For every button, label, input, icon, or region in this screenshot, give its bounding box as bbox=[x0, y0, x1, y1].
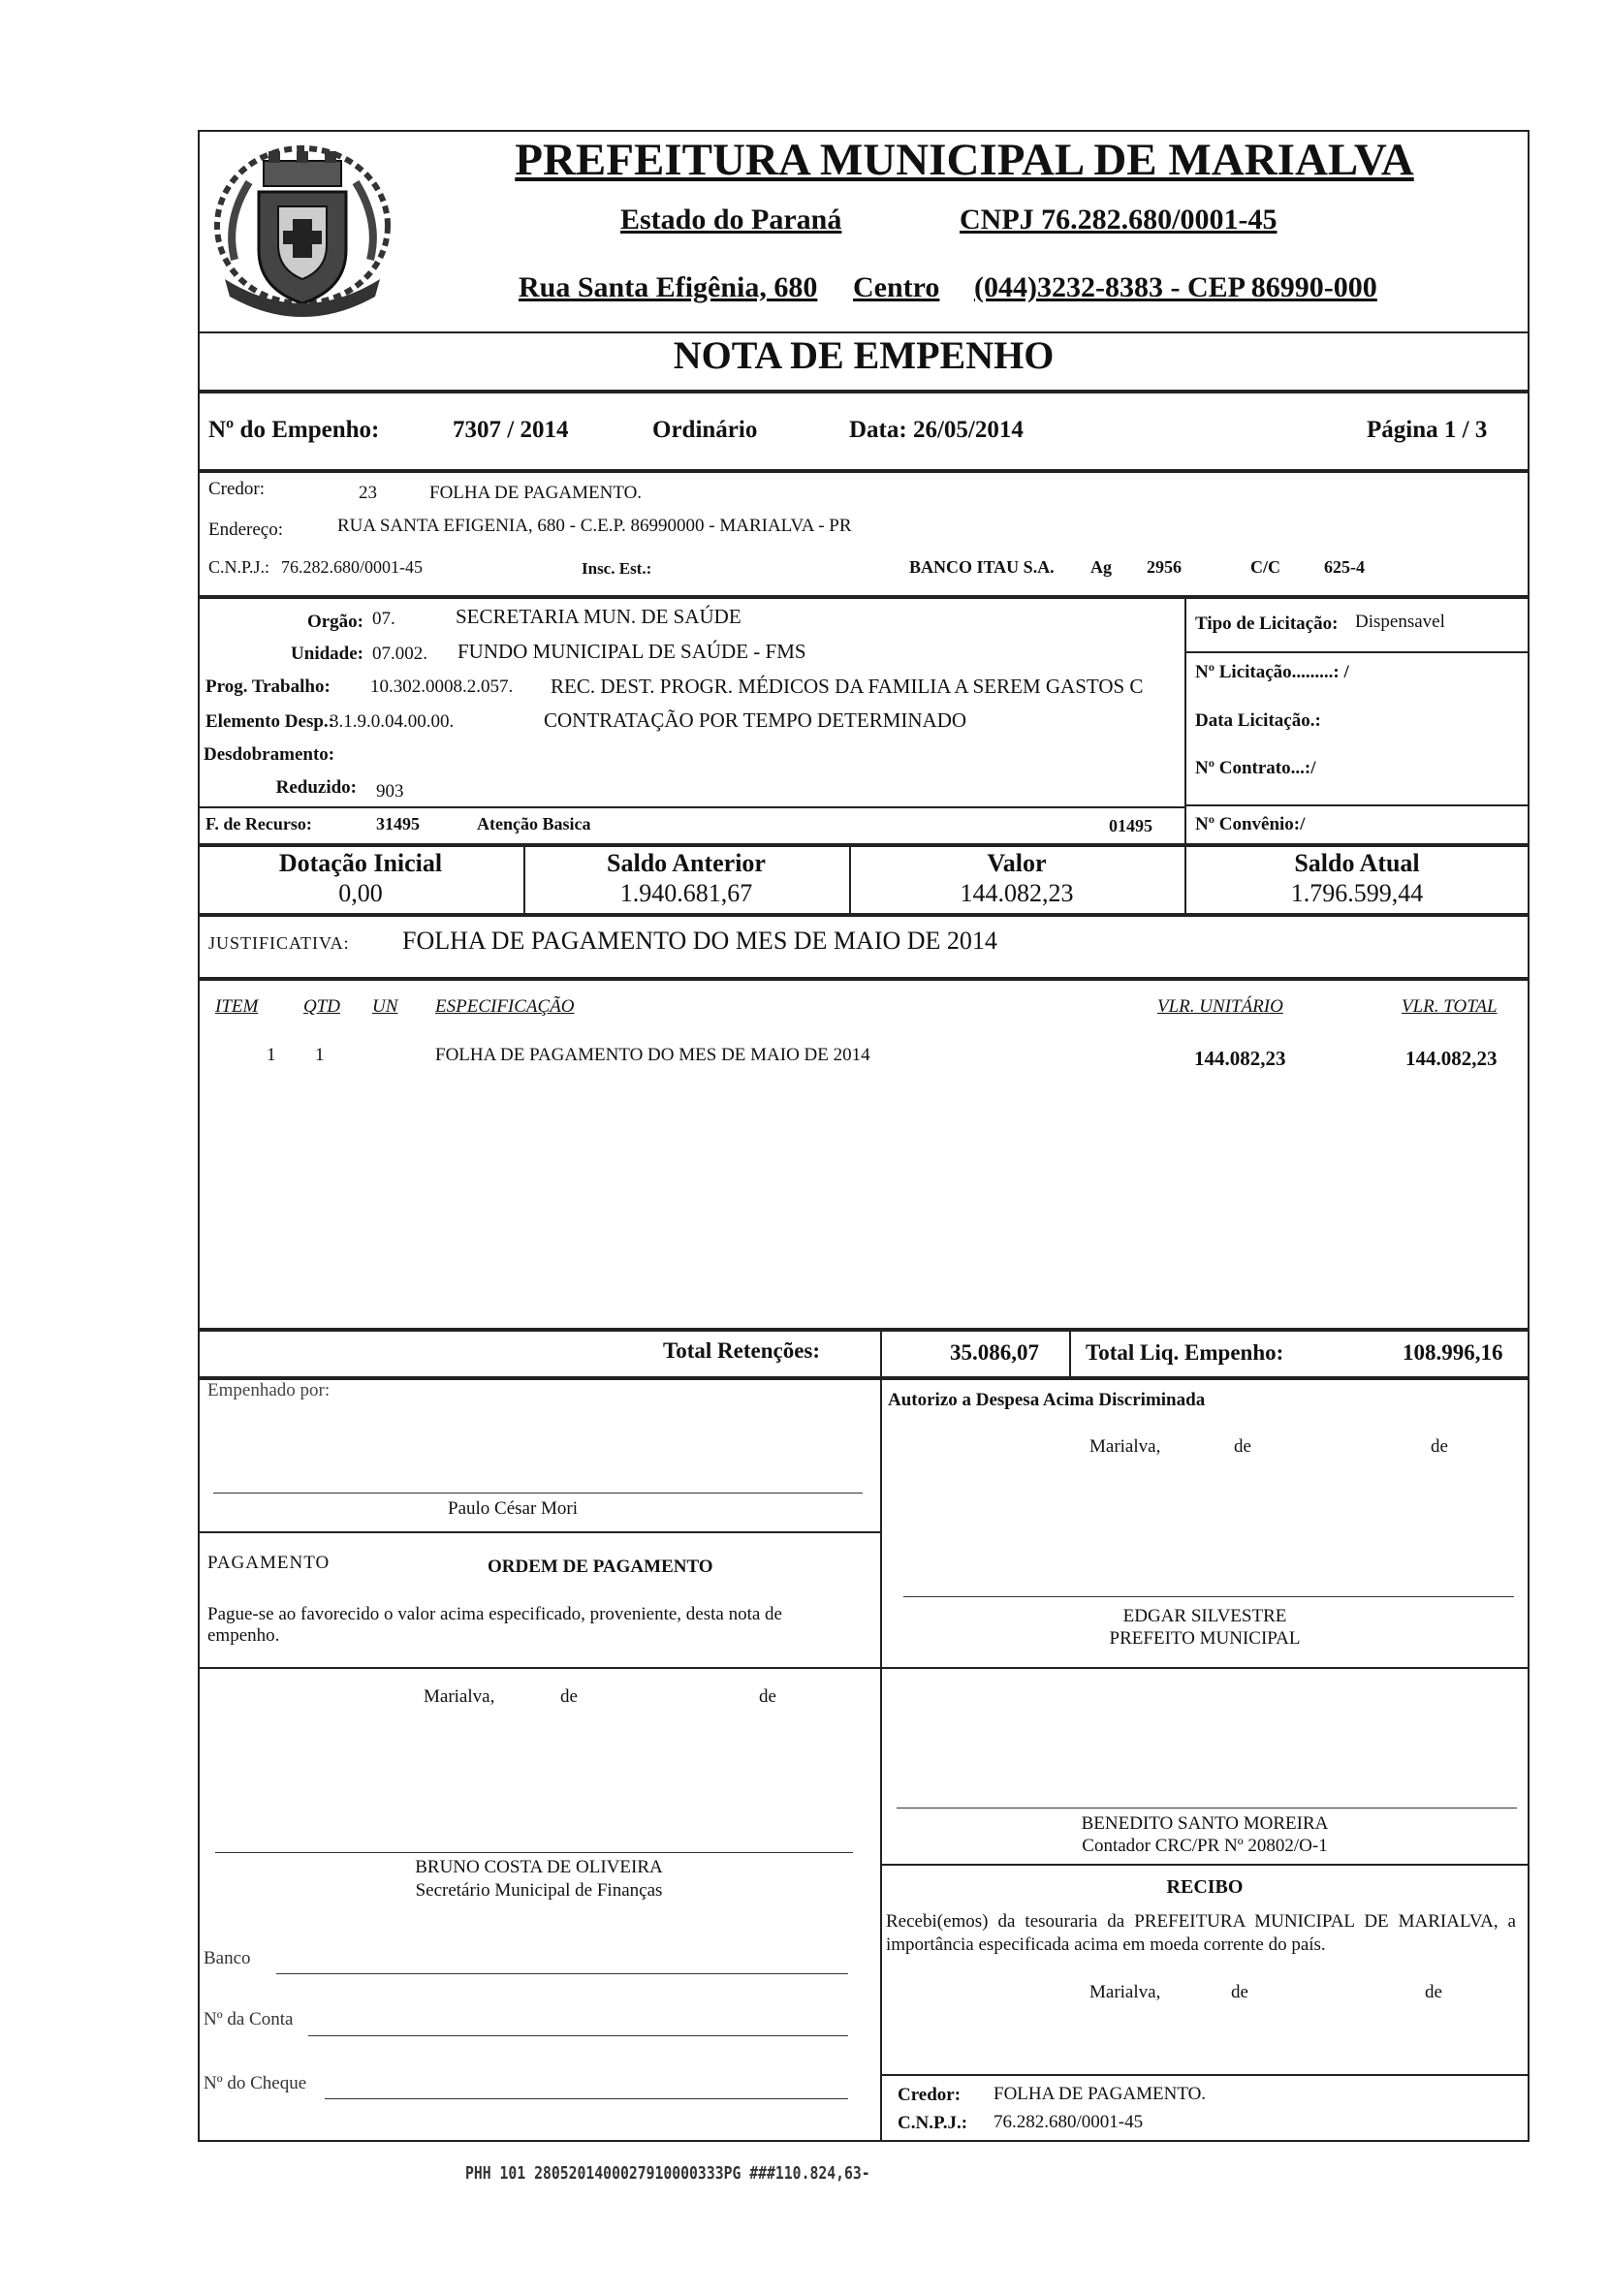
ordem-label: ORDEM DE PAGAMENTO bbox=[488, 1557, 713, 1577]
num-licitacao-label: Nº Licitação.........: / bbox=[1195, 662, 1349, 682]
item-total-value: 144.082,23 bbox=[1405, 1047, 1498, 1070]
col-un-header: UN bbox=[372, 996, 398, 1017]
bottom-center-divider bbox=[880, 1378, 882, 2142]
item-espec: FOLHA DE PAGAMENTO DO MES DE MAIO DE 2014 bbox=[435, 1045, 870, 1065]
banco-line bbox=[276, 1973, 848, 1974]
recibo-bottom-line bbox=[880, 2074, 1530, 2076]
recurso-label: F. de Recurso: bbox=[205, 814, 312, 833]
credor-code: 23 bbox=[359, 483, 377, 503]
prefeito-name: EDGAR SILVESTRE bbox=[1122, 1606, 1287, 1626]
secretario-role: Secretário Municipal de Finanças bbox=[415, 1880, 663, 1901]
empenho-number: 7307 / 2014 bbox=[453, 417, 569, 443]
cheque-line bbox=[325, 2098, 848, 2099]
licitacao-divider bbox=[1184, 597, 1186, 845]
page-number: Página 1 / 3 bbox=[1367, 417, 1488, 443]
contrato-label: Nº Contrato...:/ bbox=[1195, 758, 1316, 778]
retencoes-label: Total Retenções: bbox=[663, 1338, 821, 1363]
recibo-de1: de bbox=[1231, 1982, 1248, 2002]
conta-label: Nº da Conta bbox=[204, 2009, 294, 2029]
account-value: 625-4 bbox=[1324, 557, 1365, 577]
saldo-atual-label: Saldo Atual bbox=[1294, 849, 1420, 877]
liq-empenho-value: 108.996,16 bbox=[1403, 1340, 1503, 1365]
empenho-date: Data: 26/05/2014 bbox=[849, 417, 1024, 443]
col-unit-header: VLR. UNITÁRIO bbox=[1157, 996, 1283, 1017]
item-unit-value: 144.082,23 bbox=[1194, 1047, 1286, 1070]
prog-code: 10.302.0008.2.057. bbox=[370, 676, 514, 697]
licitacao-line bbox=[1184, 651, 1530, 653]
insc-label: Insc. Est.: bbox=[582, 559, 652, 578]
header-title: PREFEITURA MUNICIPAL DE MARIALVA bbox=[515, 135, 1414, 185]
retencoes-value: 35.086,07 bbox=[950, 1340, 1039, 1365]
ordem-bottom-line bbox=[198, 1667, 880, 1669]
empenho-type: Ordinário bbox=[652, 417, 758, 443]
pagamento-text: Pague-se ao favorecido o valor acima especificado, proveniente, desta nota de empenho. bbox=[207, 1604, 782, 1646]
convenio-line bbox=[1184, 804, 1530, 806]
col-total-header: VLR. TOTAL bbox=[1402, 996, 1498, 1017]
justificativa-label: JUSTIFICATIVA: bbox=[208, 933, 350, 953]
recurso-divider bbox=[198, 806, 1184, 808]
banco-label: Banco bbox=[204, 1948, 251, 1968]
account-label: C/C bbox=[1250, 557, 1280, 577]
cheque-label: Nº do Cheque bbox=[204, 2073, 307, 2093]
reduzido-value: 903 bbox=[376, 781, 404, 802]
totals-divider-1 bbox=[880, 1330, 882, 1378]
recibo-de2: de bbox=[1425, 1982, 1442, 2002]
secretario-signature-line bbox=[215, 1852, 853, 1853]
prog-label: Prog. Trabalho: bbox=[205, 676, 331, 697]
endereco-value: RUA SANTA EFIGENIA, 680 - C.E.P. 86990000 - MARIALVA - PR bbox=[337, 516, 852, 536]
agency-label: Ag bbox=[1090, 557, 1112, 577]
totals-divider-2 bbox=[1069, 1330, 1071, 1378]
header-cnpj: CNPJ 76.282.680/0001-45 bbox=[960, 204, 1278, 236]
recibo-place: Marialva, bbox=[1089, 1982, 1161, 2002]
items-box bbox=[198, 979, 1530, 1330]
header-district: Centro bbox=[853, 271, 940, 303]
bank-name: BANCO ITAU S.A. bbox=[909, 557, 1055, 577]
credor-name: FOLHA DE PAGAMENTO. bbox=[429, 483, 643, 503]
orgao-label: Orgão: bbox=[306, 612, 363, 632]
cnpj-label: C.N.P.J.: bbox=[208, 557, 270, 577]
recibo-text: Recebi(emos) da tesouraria da PREFEITURA MUNICIPAL DE MARIALVA, a importância especificada acima em moeda corrente do país. bbox=[886, 1911, 1516, 1955]
dotacao-inicial-value: 0,00 bbox=[338, 879, 383, 907]
recurso-name: Atenção Basica bbox=[477, 814, 591, 833]
pagamento-label: PAGAMENTO bbox=[207, 1553, 331, 1573]
justificativa-text: FOLHA DE PAGAMENTO DO MES DE MAIO DE 2014 bbox=[402, 927, 997, 955]
orgao-name: SECRETARIA MUN. DE SAÚDE bbox=[456, 605, 741, 628]
autorizo-bottom-line bbox=[880, 1667, 1530, 1669]
pagamento-de2: de bbox=[759, 1686, 776, 1707]
endereco-label: Endereço: bbox=[208, 519, 284, 540]
unidade-code: 07.002. bbox=[372, 644, 427, 664]
autorizo-de1: de bbox=[1234, 1436, 1251, 1457]
pagamento-place: Marialva, bbox=[424, 1686, 495, 1707]
recurso-code: 31495 bbox=[376, 814, 420, 833]
recibo-cnpj-value: 76.282.680/0001-45 bbox=[994, 2112, 1144, 2132]
prog-name: REC. DEST. PROGR. MÉDICOS DA FAMILIA A SEREM GASTOS C bbox=[551, 675, 1144, 698]
valor-label: Valor bbox=[987, 849, 1047, 877]
empenho-label: Nº do Empenho: bbox=[208, 417, 380, 443]
empenhado-bottom-line bbox=[198, 1531, 880, 1533]
agency-value: 2956 bbox=[1147, 557, 1182, 577]
col-espec-header: ESPECIFICAÇÃO bbox=[435, 996, 575, 1017]
recurso-number: 01495 bbox=[1109, 816, 1152, 835]
autorizo-label: Autorizo a Despesa Acima Discriminada bbox=[888, 1390, 1206, 1410]
elemento-code: 3.1.9.0.04.00.00. bbox=[330, 711, 455, 732]
valor-value: 144.082,23 bbox=[960, 879, 1074, 907]
footer-code: PHH 101 2805201400027910000333PG ###110.824,63- bbox=[465, 2163, 870, 2184]
desdobramento-label: Desdobramento: bbox=[204, 744, 335, 765]
saldo-anterior-label: Saldo Anterior bbox=[607, 849, 766, 877]
contador-name: BENEDITO SANTO MOREIRA bbox=[1081, 1813, 1329, 1834]
credor-label: Credor: bbox=[208, 479, 266, 499]
elemento-name: CONTRATAÇÃO POR TEMPO DETERMINADO bbox=[544, 708, 967, 732]
recibo-credor-label: Credor: bbox=[898, 2085, 962, 2105]
recibo-cnpj-label: C.N.P.J.: bbox=[898, 2113, 968, 2133]
secretario-name: BRUNO COSTA DE OLIVEIRA bbox=[415, 1857, 663, 1877]
autorizo-place: Marialva, bbox=[1089, 1436, 1161, 1457]
item-qtd: 1 bbox=[315, 1045, 325, 1065]
unidade-name: FUNDO MUNICIPAL DE SAÚDE - FMS bbox=[457, 640, 806, 663]
autorizo-de2: de bbox=[1431, 1436, 1448, 1457]
header-address: Rua Santa Efigênia, 680 bbox=[519, 271, 818, 303]
dotacao-inicial-label: Dotação Inicial bbox=[278, 849, 443, 877]
contador-role: Contador CRC/PR Nº 20802/O-1 bbox=[1082, 1836, 1328, 1856]
liq-empenho-label: Total Liq. Empenho: bbox=[1086, 1340, 1284, 1365]
convenio-label: Nº Convênio:/ bbox=[1195, 814, 1306, 834]
coat-of-arms-emblem bbox=[205, 134, 399, 328]
reduzido-label: Reduzido: bbox=[275, 777, 357, 798]
contador-bottom-line bbox=[880, 1864, 1530, 1866]
saldo-anterior-value: 1.940.681,67 bbox=[619, 879, 753, 907]
header-phone-cep: (044)3232-8383 - CEP 86990-000 bbox=[974, 271, 1377, 303]
tipo-licitacao-label: Tipo de Licitação: bbox=[1195, 613, 1339, 634]
prefeito-role: PREFEITO MUNICIPAL bbox=[1109, 1628, 1301, 1649]
conta-line bbox=[308, 2035, 848, 2036]
totals-box bbox=[198, 1330, 1530, 1378]
pagamento-de1: de bbox=[560, 1686, 578, 1707]
col-qtd-header: QTD bbox=[303, 996, 341, 1017]
empenhado-name: Paulo César Mori bbox=[448, 1498, 579, 1519]
recibo-title: RECIBO bbox=[1166, 1876, 1244, 1898]
empenhado-signature-line bbox=[213, 1493, 863, 1494]
prefeito-signature-line bbox=[903, 1596, 1514, 1597]
header-state: Estado do Paraná bbox=[620, 204, 842, 236]
unidade-label: Unidade: bbox=[291, 644, 363, 664]
tipo-licitacao-value: Dispensavel bbox=[1355, 612, 1445, 632]
recibo-credor-value: FOLHA DE PAGAMENTO. bbox=[994, 2084, 1207, 2104]
data-licitacao-label: Data Licitação.: bbox=[1195, 710, 1321, 731]
elemento-label: Elemento Desp.: bbox=[205, 711, 334, 732]
orgao-code: 07. bbox=[372, 609, 395, 629]
doc-title: NOTA DE EMPENHO bbox=[673, 333, 1055, 377]
saldo-atual-value: 1.796.599,44 bbox=[1290, 879, 1424, 907]
empenhado-label: Empenhado por: bbox=[207, 1380, 331, 1400]
item-number: 1 bbox=[267, 1045, 276, 1065]
col-item-header: ITEM bbox=[215, 996, 259, 1017]
cnpj-value: 76.282.680/0001-45 bbox=[281, 557, 423, 577]
